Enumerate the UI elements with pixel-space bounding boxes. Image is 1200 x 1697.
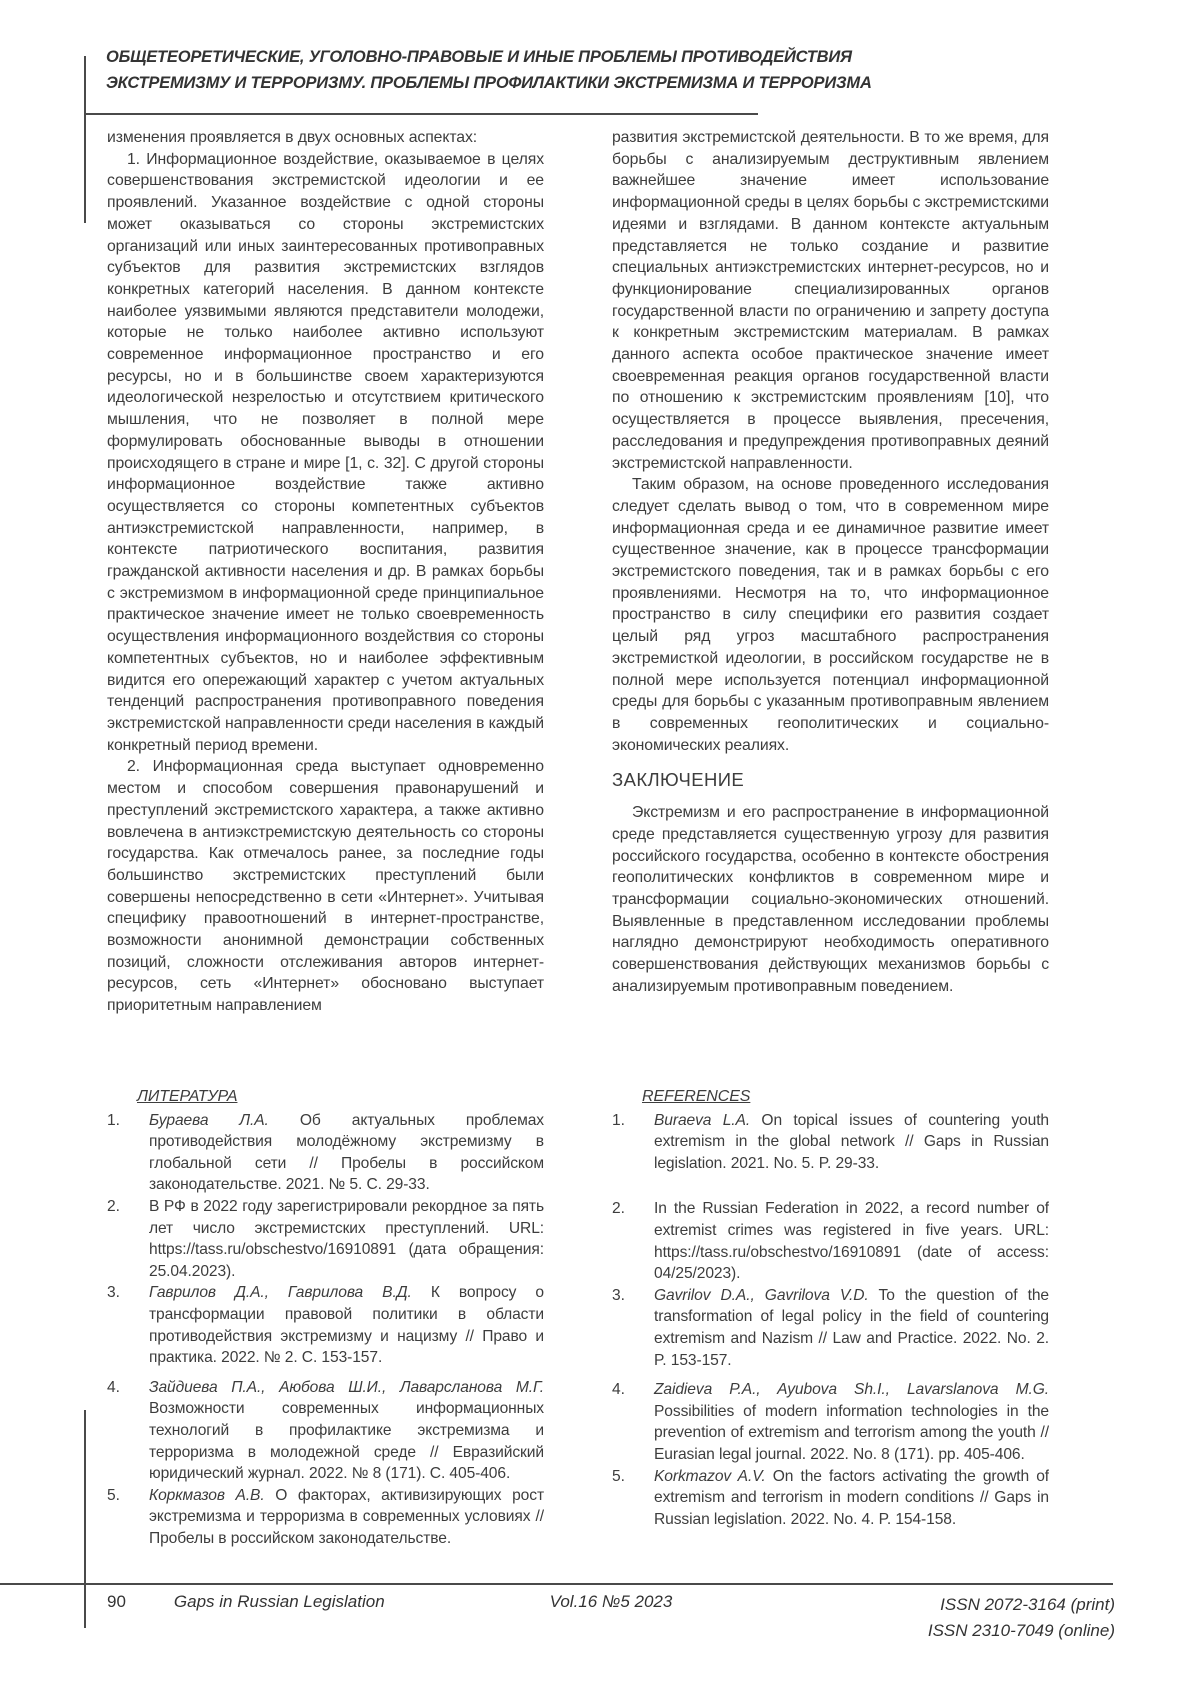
references-heading: REFERENCES (642, 1088, 751, 1105)
issn-online: ISSN 2310-7049 (online) (927, 1621, 1115, 1640)
literature-item (107, 1196, 544, 1282)
footer-divider-rule (0, 1583, 1113, 1585)
item-number: 5. (107, 1486, 120, 1504)
header-divider-rule (84, 113, 758, 115)
item-text (654, 1110, 1049, 1175)
reference-item (612, 1285, 1049, 1371)
item-authors: Гаврилов Д.А., Гаврилова В.Д. (149, 1284, 412, 1302)
reference-item (612, 1466, 1049, 1531)
left-margin-rule-top (84, 56, 86, 223)
reference-item (612, 1379, 1049, 1465)
item-text (149, 1196, 544, 1282)
paragraph-aspect-2: 2. Информационная среда выступает одновременно местом и способом совершения правонарушений и преступлений экстремистского характера, а также активно вовлечена в антиэкстремистскую деятельность со стороны государства. Как отмечалось ранее, за последние годы большинство экстремистских преступлений были совершены непосредственно в сети «Интернет». Учитывая специфику правоотношений в интернет-пространстве, возможности анонимной демонстрации собственных позиций, сложности отслеживания авторов интернет-ресурсов, сеть «Интернет» обосновано выступает приоритетным направлением (107, 758, 544, 1015)
paragraph-aspect-1: 1. Информационное воздействие, оказываемое в целях совершенствования экстремистской идеологии и ее проявлений. Указанное воздействие с одной стороны может оказываться со стороны экстремистских организаций или иных заинтересованных противоправных субъектов для развития экстремистских взглядов конкретных категорий населения. В данном контексте наиболее уязвимыми являются представители молодежи, которые не только наиболее активно используют современное информационное пространство и его ресурсы, но и в большинстве своем характеризуются идеологической незрелостью и отсутствием критического мышления, что не позволяет в полной мере формулировать обоснованные выводы в отношении происходящего в стране и мире [1, с. 32]. С другой стороны информационное воздействие также активно осуществляется со стороны компетентных субъектов антиэкстремистской направленности, например, в контексте патриотического воспитания, развития гражданской активности населения и др. В рамках борьбы с экстремизмом в информационной среде принципиальное практическое значение имеет не только своевременность осуществления информационного воздействия со стороны компетентных субъектов, но и наиболее эффективным видится его опережающий характер с учетом актуальных тенденций распространения противоправного поведения экстремистской направленности среди населения в каждый конкретный период времени. (107, 150, 544, 754)
journal-name: Gaps in Russian Legislation (173, 1592, 385, 1611)
running-head (106, 44, 946, 96)
item-text (149, 1485, 544, 1550)
literature-item (107, 1485, 544, 1550)
literature-item (107, 1110, 544, 1196)
item-text (654, 1198, 1049, 1284)
left-margin-rule-bottom (84, 1410, 86, 1628)
item-body: Возможности современных информационных технологий в профилактике экстремизма и терроризма в молодежной среде // Евразийский юридический журнал. 2022. № 8 (171). С. 405-406. (149, 1400, 544, 1483)
running-head-line-2: ЭКСТРЕМИЗМУ И ТЕРРОРИЗМУ. ПРОБЛЕМЫ ПРОФИЛАКТИКИ ЭКСТРЕМИЗМА И ТЕРРОРИЗМА (106, 74, 872, 92)
item-body: Possibilities of modern information technologies in the prevention of extremism and terrorism among the youth // Eurasian legal journal. 2022. No. 8 (171). pp. 405-406. (654, 1402, 1049, 1463)
item-text (149, 1110, 544, 1196)
item-number: 2. (107, 1197, 120, 1215)
footer-left (107, 1592, 454, 1612)
item-text (149, 1282, 544, 1368)
item-number: 2. (612, 1200, 625, 1218)
item-body: In the Russian Federation in 2022, a record number of extremist crimes was registered in five years. URL: https://tass.ru/obschestvo/16910891 (date of access: 04/25/2023). (654, 1200, 1049, 1283)
item-authors: Korkmazov A.V. (654, 1467, 766, 1485)
item-text (149, 1377, 544, 1485)
reference-item (612, 1110, 1049, 1175)
item-number: 3. (612, 1286, 625, 1304)
conclusion-heading: ЗАКЛЮЧЕНИЕ (612, 769, 745, 791)
item-authors: Buraeva L.A. (654, 1111, 751, 1129)
item-authors: Gavrilov D.A., Gavrilova V.D. (654, 1286, 869, 1304)
item-number: 4. (107, 1378, 120, 1396)
item-authors: Коркмазов А.В. (149, 1486, 265, 1504)
paragraph-continuation: изменения проявляется в двух основных аспектах: (107, 129, 478, 146)
item-text (654, 1285, 1049, 1371)
literature-item (107, 1377, 544, 1485)
paragraph-continuation-right: развития экстремистской деятельности. В то же время, для борьбы с анализируемым деструктивным явлением важнейшее значение имеет использование информационной среды в целях борьбы с экстремистскими идеями и взглядами. В данном контексте актуальным представляется не только создание и развитие специальных антиэкстремистских интернет-ресурсов, но и функционирование специализированных органов государственной власти по ограничению и запрету доступа к конкретным экстремистским материалам. В рамках данного аспекта особое практическое значение имеет своевременная реакция органов государственной власти по отношению к экстремистским проявлениям [10], что осуществляется в процессе выявления, пресечения, расследования и предупреждения противоправных деяний экстремистской направленности. (612, 129, 1049, 472)
item-body: On topical issues of countering youth extremism in the global network // Gaps in Russian legislation. 2021. No. 5. P. 29-33. (654, 1111, 1049, 1172)
volume-info: Vol.16 №5 2023 (549, 1592, 673, 1611)
page-footer (107, 1592, 1115, 1644)
item-number: 1. (107, 1111, 120, 1129)
item-authors: Зайдиева П.А., Аюбова Ш.И., Лаварсланова М.Г. (149, 1378, 544, 1396)
item-body: В РФ в 2022 году зарегистрировали рекордное за пять лет число экстремистских преступлений. URL: https://tass.ru/obschestvo/16910891 (дата обращения: 25.04.2023). (149, 1197, 544, 1280)
item-authors: Zaidieva P.A., Ayubova Sh.I., Lavarslanova M.G. (654, 1381, 1049, 1399)
item-text (654, 1379, 1049, 1465)
page-number: 90 (107, 1592, 126, 1611)
item-body: To the question of the transformation of legal policy in the field of countering extremism and Nazism // Law and Practice. 2022. No. 2. P. 153-157. (654, 1286, 1049, 1369)
item-number: 4. (612, 1381, 625, 1399)
item-number: 3. (107, 1284, 120, 1302)
item-body: К вопросу о трансформации правовой политики в области противодействия экстремизму и нацизму // Право и практика. 2022. № 2. С. 153-157. (149, 1284, 544, 1367)
paragraph-conclusion: Экстремизм и его распространение в информационной среде представляется существенную угрозу для развития российского государства, особенно в контексте обострения геополитических конфликтов в современном мире и трансформации социально-экономических отношений. Выявленные в представленном исследовании проблемы наглядно демонстрируют необходимость оперативного совершенствования действующих механизмов борьбы с анализируемым противоправным поведением. (612, 804, 1049, 995)
item-body: О факторах, активизирующих рост экстремизма и терроризма в современных условиях // Пробелы в российском законодательстве. (149, 1486, 544, 1547)
issn-print: ISSN 2072-3164 (print) (940, 1595, 1115, 1614)
item-number: 1. (612, 1111, 625, 1129)
item-authors: Бураева Л.А. (149, 1111, 269, 1129)
body-column-right (612, 127, 1049, 1085)
reference-item (612, 1198, 1049, 1284)
literature-heading: ЛИТЕРАТУРА (137, 1088, 238, 1105)
item-text (654, 1466, 1049, 1531)
references-section (612, 1086, 1049, 1566)
literature-section (107, 1086, 544, 1566)
item-body: Об актуальных проблемах противодействия молодёжному экстремизму в глобальной сети // Пробелы в российском законодательстве. 2021. № 5. С. 29-33. (149, 1111, 544, 1194)
item-number: 5. (612, 1467, 625, 1485)
running-head-line-1: ОБЩЕТЕОРЕТИЧЕСКИЕ, УГОЛОВНО-ПРАВОВЫЕ И ИНЫЕ ПРОБЛЕМЫ ПРОТИВОДЕЙСТВИЯ (106, 48, 852, 66)
footer-right (769, 1592, 1116, 1644)
item-body: On the factors activating the growth of extremism and terrorism in modern conditions // Gaps in Russian legislation. 2022. No. 4. P. 154-158. (654, 1467, 1049, 1528)
literature-item (107, 1282, 544, 1368)
paragraph-summary: Таким образом, на основе проведенного исследования следует сделать вывод о том, что в современном мире информационная среда и ее динамичное развитие имеет существенное значение, как в процессе трансформации экстремистского поведения, так и в рамках борьбы с его проявлениями. Несмотря на то, что информационное пространство в силу специфики его развития создает целый ряд угроз масштабного распространения экстремисткой идеологии, в российском государстве не в полной мере используется потенциал информационной среды для борьбы с указанным противоправным явлением в современных геополитических и социально-экономических реалиях. (612, 476, 1049, 754)
body-column-left (107, 127, 544, 1085)
